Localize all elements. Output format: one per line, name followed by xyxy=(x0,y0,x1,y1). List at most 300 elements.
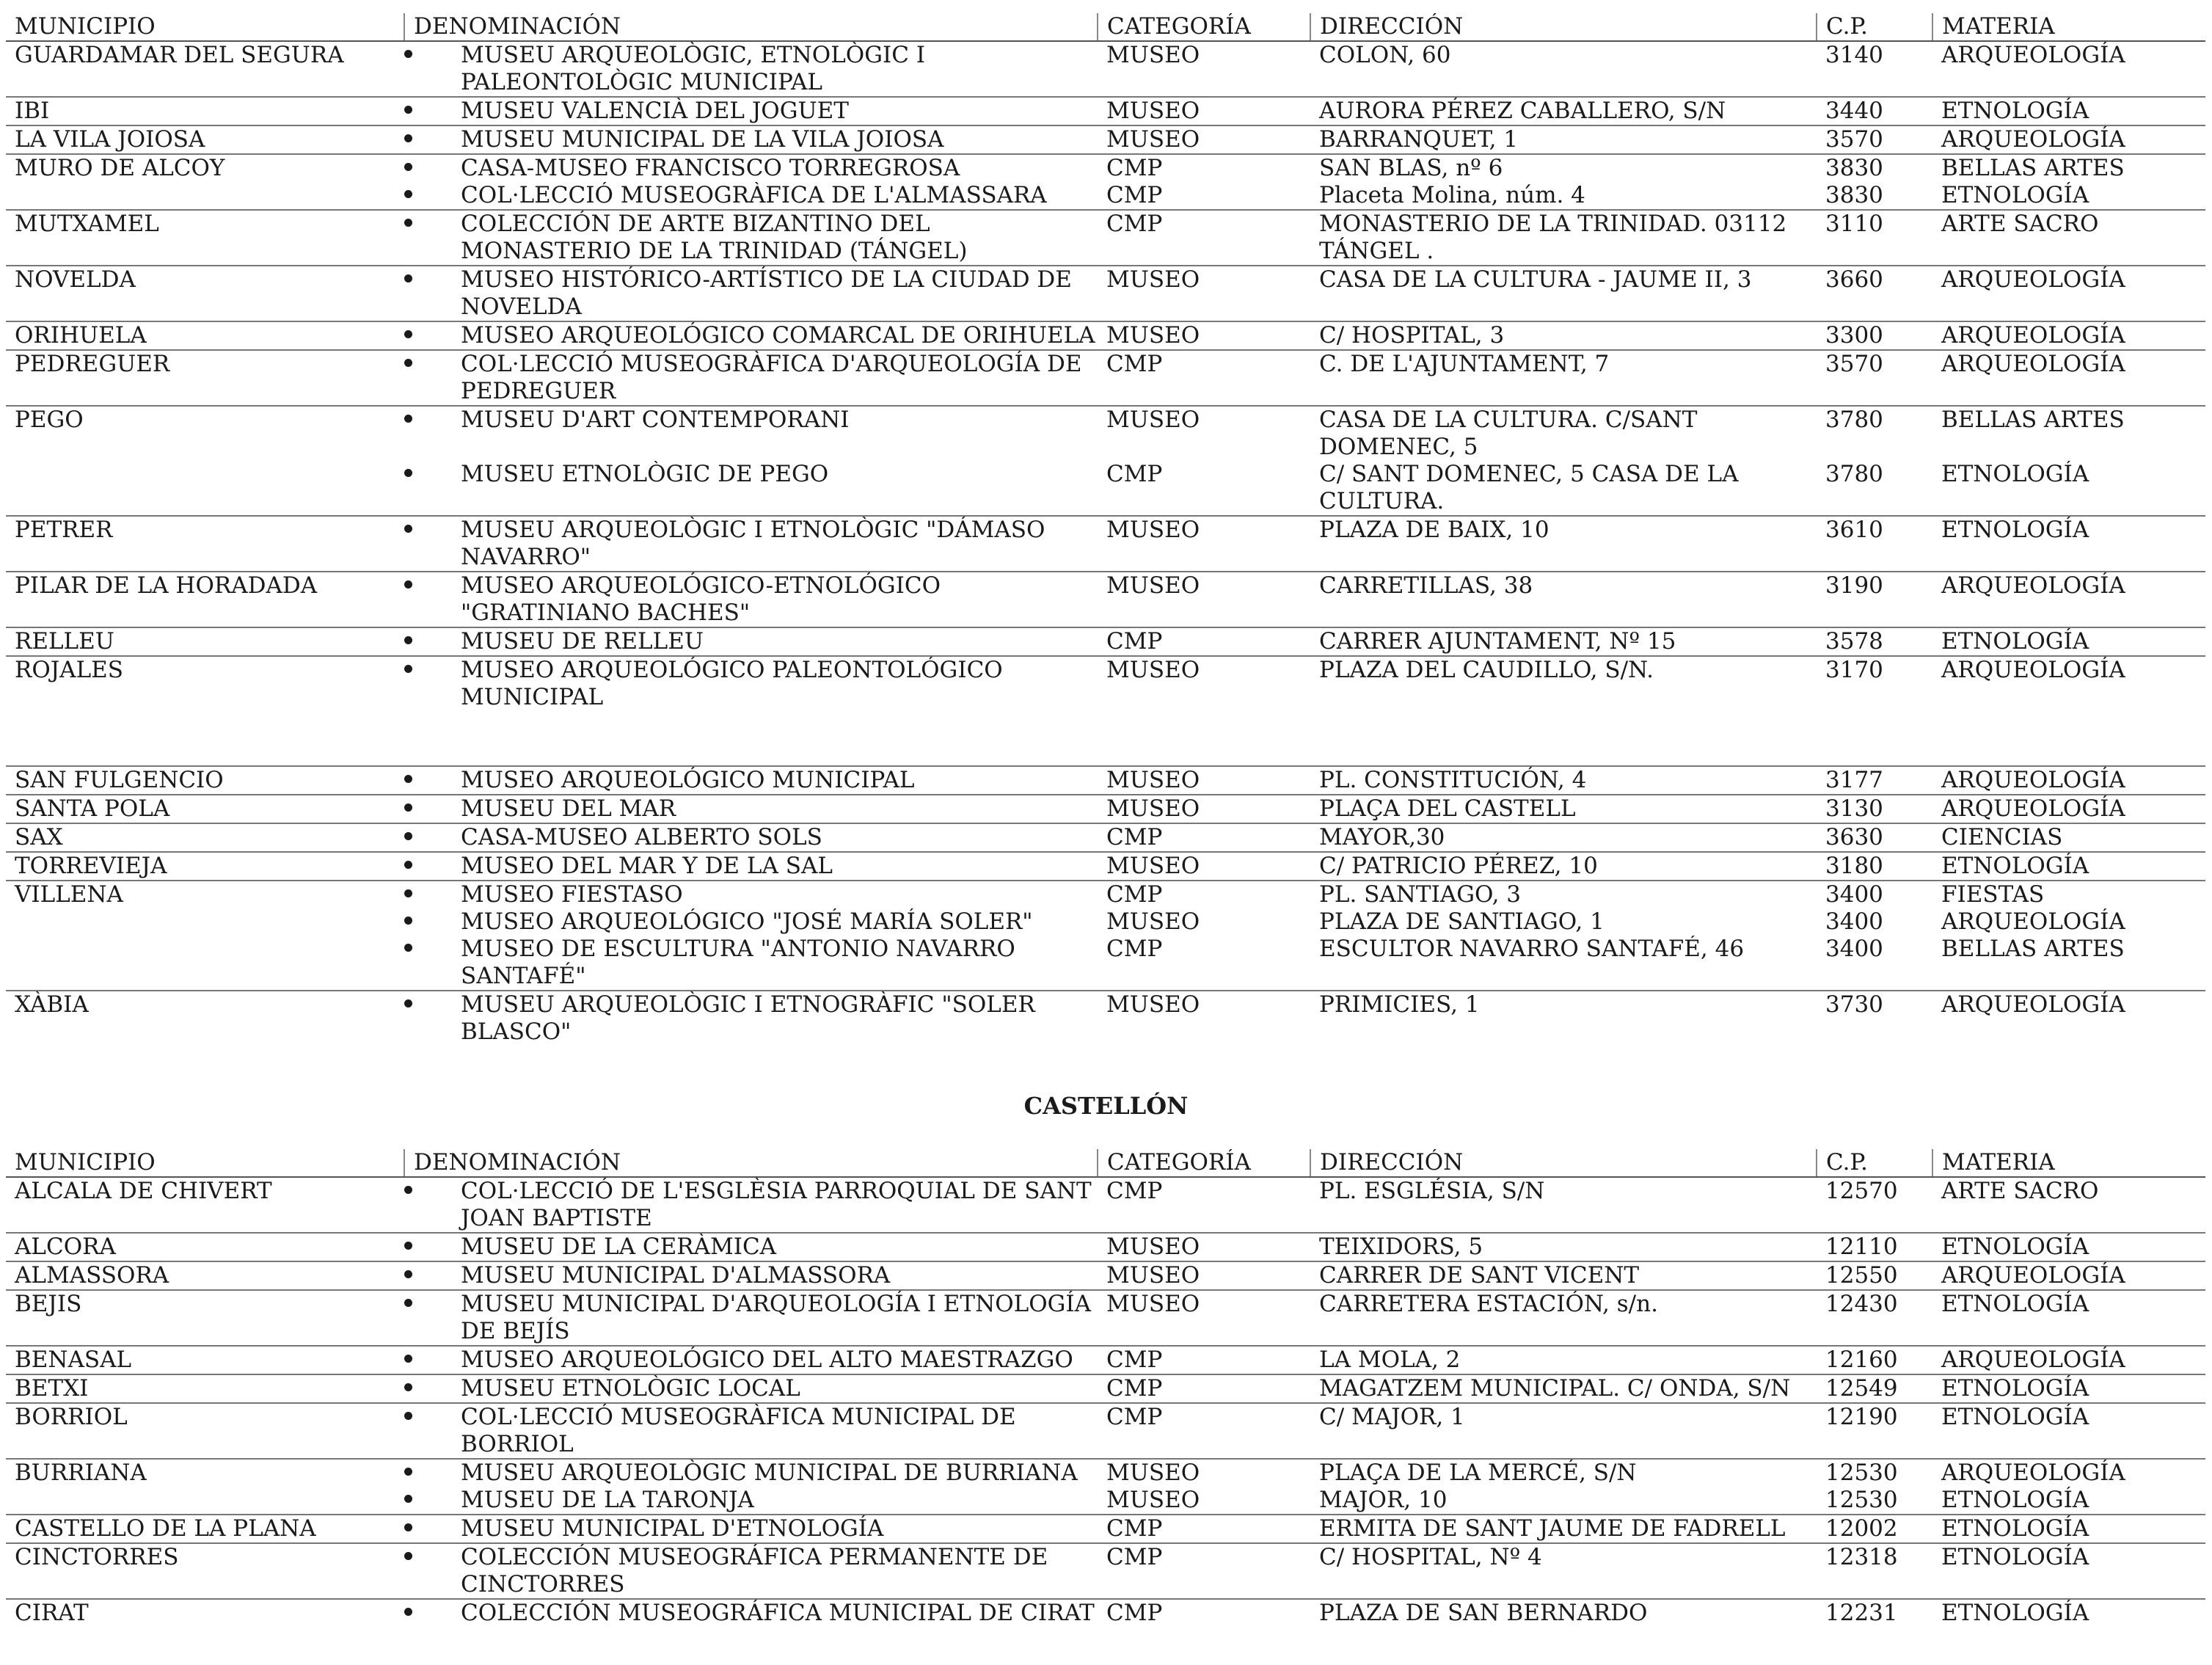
cell-municipio: PETRER xyxy=(6,516,404,572)
cell-categoria: MUSEO xyxy=(1106,908,1200,935)
bullet-cell xyxy=(404,1374,452,1403)
header-direccion: DIRECCIÓN xyxy=(1310,1149,1817,1177)
cell-municipio: PEGO xyxy=(6,406,404,461)
bullet-icon xyxy=(404,1299,412,1307)
bullet-icon xyxy=(404,1468,412,1476)
cell-denominacion: COLECCIÓN DE ARTE BIZANTINO DEL MONASTERIO DE LA TRINIDAD (TÁNGEL) xyxy=(452,210,1098,266)
table-row xyxy=(6,321,2205,350)
header-categoria: CATEGORÍA xyxy=(1098,1149,1310,1177)
cell-denominacion: COLECCIÓN MUSEOGRÁFICA PERMANENTE DE CINCTORRES xyxy=(452,1543,1098,1599)
bullet-cell xyxy=(404,908,452,936)
table-row xyxy=(6,881,2205,908)
bullet-icon xyxy=(404,274,412,283)
cell-cp: 3110 xyxy=(1817,210,1932,266)
cell-municipio: IBI xyxy=(6,97,404,125)
bullet-cell xyxy=(404,1543,452,1599)
cell-municipio: CASTELLO DE LA PLANA xyxy=(6,1515,404,1543)
bullet-icon xyxy=(404,580,412,589)
cell-categoria: CMP xyxy=(1098,1515,1310,1543)
cell-denominacion: MUSEO ARQUEOLÓGICO "JOSÉ MARÍA SOLER" xyxy=(461,908,1033,935)
header-materia: MATERIA xyxy=(1932,1149,2205,1177)
cell-denominacion: MUSEU MUNICIPAL D'ALMASSORA xyxy=(452,1261,1098,1290)
cell-direccion: C/ HOSPITAL, Nº 4 xyxy=(1310,1543,1817,1599)
cell-materia: ARQUEOLOGÍA xyxy=(1932,1346,2205,1374)
bullet-cell xyxy=(404,461,452,516)
cell-cp: 3190 xyxy=(1817,572,1932,627)
bullet-icon xyxy=(404,106,412,114)
cell-materia: ETNOLOGÍA xyxy=(1932,1233,2205,1261)
cell-materia: ETNOLOGÍA xyxy=(1932,516,2205,572)
cell-cp: 12160 xyxy=(1817,1346,1932,1374)
cell-municipio: ALMASSORA xyxy=(6,1261,404,1290)
cell-denominacion: MUSEU DE LA TARONJA xyxy=(461,1487,754,1513)
table-row xyxy=(6,627,2205,656)
cell-materia: ETNOLOGÍA xyxy=(1941,182,2089,208)
cell-cp: 3400 xyxy=(1825,908,1883,935)
cell-cp: 12570 xyxy=(1817,1177,1932,1233)
table-row xyxy=(6,41,2205,97)
cell-municipio: MURO DE ALCOY xyxy=(6,154,404,182)
table-row xyxy=(6,936,2205,991)
cell-categoria: MUSEO xyxy=(1098,321,1310,350)
cell-categoria: CMP xyxy=(1098,1543,1310,1599)
table-row xyxy=(6,795,2205,823)
cell-denominacion: MUSEU DE RELLEU xyxy=(452,627,1098,656)
cell-cp: 12318 xyxy=(1817,1543,1932,1599)
header-denominacion: DENOMINACIÓN xyxy=(404,13,1098,41)
cell-cp: 3180 xyxy=(1817,852,1932,881)
bullet-icon xyxy=(404,1412,412,1420)
table-row xyxy=(6,182,2205,210)
cell-municipio: MUTXAMEL xyxy=(6,210,404,266)
bullet-cell xyxy=(404,321,452,350)
bullet-icon xyxy=(404,832,412,840)
cell-direccion: C/ HOSPITAL, 3 xyxy=(1310,321,1817,350)
cell-cp: 12110 xyxy=(1817,1233,1932,1261)
table-row xyxy=(6,1233,2205,1261)
bullet-icon xyxy=(404,861,412,869)
cell-denominacion: COL·LECCIÓ MUSEOGRÀFICA DE L'ALMASSARA xyxy=(461,182,1047,208)
bullet-icon xyxy=(404,190,412,198)
cell-categoria: CMP xyxy=(1098,154,1310,182)
table-row xyxy=(6,125,2205,154)
cell-cp: 12530 xyxy=(1817,1459,1932,1487)
bullet-icon xyxy=(404,163,412,171)
table-row xyxy=(6,1599,2205,1627)
cell-denominacion: MUSEO DE ESCULTURA "ANTONIO NAVARRO SANTAFÉ" xyxy=(461,936,1015,989)
header-municipio: MUNICIPIO xyxy=(6,1149,404,1177)
cell-denominacion: MUSEU ARQUEOLÒGIC MUNICIPAL DE BURRIANA xyxy=(452,1459,1098,1487)
cell-cp: 12190 xyxy=(1817,1403,1932,1459)
cell-municipio: TORREVIEJA xyxy=(6,852,404,881)
cell-materia: ARQUEOLOGÍA xyxy=(1932,991,2205,1046)
cell-denominacion: MUSEU ETNOLÒGIC DE PEGO xyxy=(461,461,829,487)
cell-direccion: TEIXIDORS, 5 xyxy=(1310,1233,1817,1261)
cell-municipio: ALCORA xyxy=(6,1233,404,1261)
cell-direccion: AURORA PÉREZ CABALLERO, S/N xyxy=(1310,97,1817,125)
cell-denominacion: MUSEO DEL MAR Y DE LA SAL xyxy=(452,852,1098,881)
cell-cp: 12550 xyxy=(1817,1261,1932,1290)
cell-materia: BELLAS ARTES xyxy=(1941,936,2125,962)
bullet-icon xyxy=(404,134,412,142)
bullet-icon xyxy=(404,889,412,897)
cell-cp: 12231 xyxy=(1817,1599,1932,1627)
bullet-icon xyxy=(404,775,412,783)
cell-materia: ETNOLOGÍA xyxy=(1932,1374,2205,1403)
cell-municipio: BEJIS xyxy=(6,1290,404,1346)
cell-denominacion: MUSEU MUNICIPAL D'ETNOLOGÍA xyxy=(452,1515,1098,1543)
cell-cp: 12002 xyxy=(1817,1515,1932,1543)
cell-direccion: LA MOLA, 2 xyxy=(1310,1346,1817,1374)
cell-materia: BELLAS ARTES xyxy=(1932,406,2205,461)
cell-municipio: LA VILA JOIOSA xyxy=(6,125,404,154)
table-row xyxy=(6,266,2205,321)
bullet-cell xyxy=(404,210,452,266)
bullet-icon xyxy=(404,50,412,58)
bullet-icon xyxy=(404,665,412,673)
bullet-cell xyxy=(404,627,452,656)
table-row xyxy=(6,1261,2205,1290)
cell-municipio: ALCALA DE CHIVERT xyxy=(6,1177,404,1233)
bullet-cell xyxy=(404,350,452,406)
cell-denominacion: COLECCIÓN MUSEOGRÁFICA MUNICIPAL DE CIRAT xyxy=(452,1599,1098,1627)
cell-direccion: PRIMICIES, 1 xyxy=(1310,991,1817,1046)
cell-denominacion: MUSEO ARQUEOLÓGICO COMARCAL DE ORIHUELA xyxy=(452,321,1098,350)
cell-denominacion: COL·LECCIÓ DE L'ESGLÈSIA PARROQUIAL DE SANT JOAN BAPTISTE xyxy=(452,1177,1098,1233)
cell-municipio: SAX xyxy=(6,823,404,852)
cell-municipio: NOVELDA xyxy=(6,266,404,321)
cell-cp: 12430 xyxy=(1817,1290,1932,1346)
cell-materia: ARQUEOLOGÍA xyxy=(1932,1459,2205,1487)
section-title-castellon: CASTELLÓN xyxy=(1023,1092,1189,1120)
cell-categoria: CMP xyxy=(1106,461,1163,487)
bullet-cell xyxy=(404,1177,452,1233)
cell-categoria: CMP xyxy=(1098,350,1310,406)
bullet-cell xyxy=(404,41,452,97)
cell-denominacion: MUSEU ARQUEOLÒGIC I ETNOLÒGIC "DÁMASO NAVARRO" xyxy=(452,516,1098,572)
bullet-icon xyxy=(404,1608,412,1616)
cell-categoria: CMP xyxy=(1098,210,1310,266)
bullet-cell xyxy=(404,823,452,852)
cell-categoria: MUSEO xyxy=(1098,125,1310,154)
cell-denominacion: MUSEO FIESTASO xyxy=(452,881,1098,908)
cell-categoria: MUSEO xyxy=(1098,1261,1310,1290)
cell-categoria: CMP xyxy=(1106,936,1163,962)
cell-categoria: CMP xyxy=(1106,182,1163,208)
bullet-cell xyxy=(404,516,452,572)
cell-direccion: CASA DE LA CULTURA. C/SANT DOMENEC, 5 xyxy=(1310,406,1817,461)
cell-denominacion: COL·LECCIÓ MUSEOGRÀFICA D'ARQUEOLOGÍA DE PEDREGUER xyxy=(452,350,1098,406)
cell-denominacion: MUSEO ARQUEOLÓGICO DEL ALTO MAESTRAZGO xyxy=(452,1346,1098,1374)
cell-denominacion: MUSEO ARQUEOLÓGICO-ETNOLÓGICO "GRATINIANO BACHES" xyxy=(452,572,1098,627)
cell-direccion: PL. ESGLÉSIA, S/N xyxy=(1310,1177,1817,1233)
cell-categoria: MUSEO xyxy=(1098,97,1310,125)
cell-direccion: MAJOR, 10 xyxy=(1319,1487,1448,1513)
table-row xyxy=(6,852,2205,881)
cell-categoria: MUSEO xyxy=(1098,41,1310,97)
table-row xyxy=(6,1487,2205,1515)
castellon-table-body xyxy=(6,1177,2205,1627)
header-categoria: CATEGORÍA xyxy=(1098,13,1310,41)
cell-categoria: MUSEO xyxy=(1098,656,1310,711)
cell-direccion: PLAZA DE BAIX, 10 xyxy=(1310,516,1817,572)
cell-cp: 3400 xyxy=(1817,881,1932,908)
cell-direccion: ESCULTOR NAVARRO SANTAFÉ, 46 xyxy=(1319,936,1745,962)
bullet-icon xyxy=(404,219,412,227)
cell-materia: ARQUEOLOGÍA xyxy=(1932,1261,2205,1290)
table-row xyxy=(6,766,2205,795)
cell-cp: 3578 xyxy=(1817,627,1932,656)
bullet-icon xyxy=(404,944,412,952)
bullet-cell xyxy=(404,1515,452,1543)
cell-cp: 3570 xyxy=(1817,125,1932,154)
header-denominacion: DENOMINACIÓN xyxy=(404,1149,1098,1177)
bullet-icon xyxy=(404,1270,412,1278)
bullet-icon xyxy=(404,1186,412,1194)
cell-cp: 12530 xyxy=(1825,1487,1898,1513)
cell-direccion: PLAÇA DEL CASTELL xyxy=(1310,795,1817,823)
cell-municipio xyxy=(6,182,404,210)
cell-cp: 3780 xyxy=(1825,461,1883,487)
table-row xyxy=(6,97,2205,125)
table-row xyxy=(6,991,2205,1046)
table-row xyxy=(6,823,2205,852)
table-row xyxy=(6,154,2205,182)
bullet-icon xyxy=(404,804,412,812)
cell-municipio: ORIHUELA xyxy=(6,321,404,350)
cell-direccion: C. DE L'AJUNTAMENT, 7 xyxy=(1310,350,1817,406)
cell-direccion: C/ PATRICIO PÉREZ, 10 xyxy=(1310,852,1817,881)
table-header-row xyxy=(6,13,2205,41)
bullet-icon xyxy=(404,1383,412,1391)
bullet-cell xyxy=(404,766,452,795)
cell-direccion: Placeta Molina, núm. 4 xyxy=(1319,182,1585,208)
bullet-cell xyxy=(404,1233,452,1261)
cell-denominacion: MUSEU MUNICIPAL DE LA VILA JOIOSA xyxy=(452,125,1098,154)
cell-direccion: PLAZA DE SAN BERNARDO xyxy=(1310,1599,1817,1627)
cell-direccion: CASA DE LA CULTURA - JAUME II, 3 xyxy=(1310,266,1817,321)
bullet-icon xyxy=(404,330,412,338)
cell-direccion: CARRER DE SANT VICENT xyxy=(1310,1261,1817,1290)
bullet-cell xyxy=(404,1487,452,1515)
cell-cp: 12549 xyxy=(1817,1374,1932,1403)
cell-categoria: CMP xyxy=(1098,881,1310,908)
bullet-cell xyxy=(404,881,452,908)
cell-cp: 3780 xyxy=(1817,406,1932,461)
table-row xyxy=(6,516,2205,572)
table-row xyxy=(6,1177,2205,1233)
bullet-cell xyxy=(404,572,452,627)
cell-municipio xyxy=(6,908,404,936)
cell-categoria: MUSEO xyxy=(1098,266,1310,321)
bullet-icon xyxy=(404,415,412,423)
table-row xyxy=(6,1543,2205,1599)
cell-categoria: MUSEO xyxy=(1098,795,1310,823)
bullet-icon xyxy=(404,525,412,533)
cell-denominacion: CASA-MUSEO FRANCISCO TORREGROSA xyxy=(452,154,1098,182)
cell-direccion: BARRANQUET, 1 xyxy=(1310,125,1817,154)
cell-denominacion: CASA-MUSEO ALBERTO SOLS xyxy=(452,823,1098,852)
bullet-cell xyxy=(404,936,452,991)
cell-municipio: XÀBIA xyxy=(6,991,404,1046)
cell-categoria: MUSEO xyxy=(1098,766,1310,795)
cell-municipio: RELLEU xyxy=(6,627,404,656)
cell-direccion: SAN BLAS, nº 6 xyxy=(1310,154,1817,182)
cell-denominacion: MUSEO ARQUEOLÓGICO PALEONTOLÓGICO MUNICIPAL xyxy=(452,656,1098,711)
cell-municipio: CINCTORRES xyxy=(6,1543,404,1599)
cell-municipio xyxy=(6,936,404,991)
cell-materia: ARQUEOLOGÍA xyxy=(1932,321,2205,350)
table-row xyxy=(6,406,2205,461)
cell-municipio: PEDREGUER xyxy=(6,350,404,406)
cell-categoria: CMP xyxy=(1098,1374,1310,1403)
cell-direccion: COLON, 60 xyxy=(1310,41,1817,97)
table-row xyxy=(6,1515,2205,1543)
cell-cp: 3630 xyxy=(1817,823,1932,852)
bullet-cell xyxy=(404,1346,452,1374)
cell-municipio: CIRAT xyxy=(6,1599,404,1627)
cell-direccion: MONASTERIO DE LA TRINIDAD. 03112 TÁNGEL . xyxy=(1310,210,1817,266)
bullet-cell xyxy=(404,656,452,711)
cell-direccion: PLAZA DEL CAUDILLO, S/N. xyxy=(1310,656,1817,711)
table-row xyxy=(6,1403,2205,1459)
bullet-icon xyxy=(404,1495,412,1503)
table-row xyxy=(6,908,2205,936)
cell-denominacion: MUSEU MUNICIPAL D'ARQUEOLOGÍA I ETNOLOGÍA DE BEJÍS xyxy=(452,1290,1098,1346)
cell-cp: 3170 xyxy=(1817,656,1932,711)
cell-denominacion: MUSEO HISTÓRICO-ARTÍSTICO DE LA CIUDAD DE NOVELDA xyxy=(452,266,1098,321)
cell-cp: 3177 xyxy=(1817,766,1932,795)
bullet-cell xyxy=(404,154,452,182)
cell-materia: ARQUEOLOGÍA xyxy=(1932,350,2205,406)
alicante-museums-table xyxy=(6,13,2205,1046)
cell-direccion: PLAZA DE SANTIAGO, 1 xyxy=(1319,908,1605,935)
cell-direccion: PL. CONSTITUCIÓN, 4 xyxy=(1310,766,1817,795)
header-materia: MATERIA xyxy=(1932,13,2205,41)
cell-materia: ETNOLOGÍA xyxy=(1932,1515,2205,1543)
table-row xyxy=(6,350,2205,406)
cell-categoria: MUSEO xyxy=(1098,406,1310,461)
alicante-table-body xyxy=(6,41,2205,1046)
bullet-cell xyxy=(404,852,452,881)
cell-materia: ETNOLOGÍA xyxy=(1932,627,2205,656)
cell-materia: ARQUEOLOGÍA xyxy=(1932,766,2205,795)
bullet-cell xyxy=(404,795,452,823)
cell-materia: ETNOLOGÍA xyxy=(1941,1487,2089,1513)
cell-materia: ARQUEOLOGÍA xyxy=(1932,266,2205,321)
cell-cp: 3830 xyxy=(1825,182,1883,208)
cell-denominacion: MUSEU VALENCIÀ DEL JOGUET xyxy=(452,97,1098,125)
cell-direccion: MAYOR,30 xyxy=(1310,823,1817,852)
cell-categoria: CMP xyxy=(1098,1177,1310,1233)
cell-categoria: CMP xyxy=(1098,1403,1310,1459)
cell-cp: 3830 xyxy=(1817,154,1932,182)
cell-denominacion: MUSEU DEL MAR xyxy=(452,795,1098,823)
cell-materia: ETNOLOGÍA xyxy=(1932,1403,2205,1459)
bullet-cell xyxy=(404,991,452,1046)
cell-categoria: MUSEO xyxy=(1106,1487,1200,1513)
cell-categoria: MUSEO xyxy=(1098,1233,1310,1261)
cell-categoria: CMP xyxy=(1098,1599,1310,1627)
bullet-icon xyxy=(404,999,412,1008)
cell-materia: ARQUEOLOGÍA xyxy=(1941,908,2125,935)
spacer-cell xyxy=(6,711,2205,766)
cell-municipio: GUARDAMAR DEL SEGURA xyxy=(6,41,404,97)
cell-municipio: PILAR DE LA HORADADA xyxy=(6,572,404,627)
bullet-icon xyxy=(404,636,412,644)
table-row xyxy=(6,210,2205,266)
bullet-icon xyxy=(404,1552,412,1560)
cell-materia: ETNOLOGÍA xyxy=(1932,1599,2205,1627)
cell-categoria: MUSEO xyxy=(1098,991,1310,1046)
cell-direccion: MAGATZEM MUNICIPAL. C/ ONDA, S/N xyxy=(1310,1374,1817,1403)
cell-cp: 3140 xyxy=(1817,41,1932,97)
cell-categoria: MUSEO xyxy=(1098,1459,1310,1487)
cell-categoria: CMP xyxy=(1098,823,1310,852)
cell-cp: 3570 xyxy=(1817,350,1932,406)
bullet-cell xyxy=(404,182,452,210)
cell-municipio: SANTA POLA xyxy=(6,795,404,823)
cell-cp: 3440 xyxy=(1817,97,1932,125)
cell-materia: ARQUEOLOGÍA xyxy=(1932,572,2205,627)
header-cp: C.P. xyxy=(1817,1149,1932,1177)
castellon-museums-table xyxy=(6,1149,2205,1627)
cell-direccion: CARRETERA ESTACIÓN, s/n. xyxy=(1310,1290,1817,1346)
cell-municipio: VILLENA xyxy=(6,881,404,908)
table-row xyxy=(6,1374,2205,1403)
table-row xyxy=(6,1459,2205,1487)
cell-denominacion: COL·LECCIÓ MUSEOGRÀFICA MUNICIPAL DE BORRIOL xyxy=(452,1403,1098,1459)
cell-municipio: BETXI xyxy=(6,1374,404,1403)
table-header-row xyxy=(6,1149,2205,1177)
cell-materia: ARQUEOLOGÍA xyxy=(1932,125,2205,154)
cell-municipio: BENASAL xyxy=(6,1346,404,1374)
cell-materia: FIESTAS xyxy=(1932,881,2205,908)
cell-cp: 3610 xyxy=(1817,516,1932,572)
cell-categoria: MUSEO xyxy=(1098,516,1310,572)
cell-direccion: ERMITA DE SANT JAUME DE FADRELL xyxy=(1310,1515,1817,1543)
bullet-cell xyxy=(404,1403,452,1459)
bullet-cell xyxy=(404,1599,452,1627)
cell-materia: ARQUEOLOGÍA xyxy=(1932,656,2205,711)
cell-categoria: CMP xyxy=(1098,1346,1310,1374)
table-row xyxy=(6,572,2205,627)
bullet-cell xyxy=(404,1261,452,1290)
cell-municipio: BURRIANA xyxy=(6,1459,404,1487)
spacer-row xyxy=(6,711,2205,766)
cell-denominacion: MUSEU ARQUEOLÒGIC I ETNOGRÀFIC "SOLER BLASCO" xyxy=(452,991,1098,1046)
bullet-cell xyxy=(404,406,452,461)
cell-materia: BELLAS ARTES xyxy=(1932,154,2205,182)
header-municipio: MUNICIPIO xyxy=(6,13,404,41)
cell-direccion: CARRETILLAS, 38 xyxy=(1310,572,1817,627)
cell-cp: 3660 xyxy=(1817,266,1932,321)
cell-municipio xyxy=(6,461,404,516)
bullet-cell xyxy=(404,1290,452,1346)
bullet-icon xyxy=(404,359,412,367)
cell-materia: ETNOLOGÍA xyxy=(1932,852,2205,881)
cell-denominacion: MUSEU DE LA CERÀMICA xyxy=(452,1233,1098,1261)
bullet-icon xyxy=(404,1523,412,1531)
cell-cp: 3400 xyxy=(1825,936,1883,962)
cell-materia: ETNOLOGÍA xyxy=(1932,97,2205,125)
cell-categoria: CMP xyxy=(1098,627,1310,656)
cell-materia: ARTE SACRO xyxy=(1932,1177,2205,1233)
cell-categoria: MUSEO xyxy=(1098,852,1310,881)
cell-cp: 3300 xyxy=(1817,321,1932,350)
table-row xyxy=(6,461,2205,516)
table-row xyxy=(6,1346,2205,1374)
